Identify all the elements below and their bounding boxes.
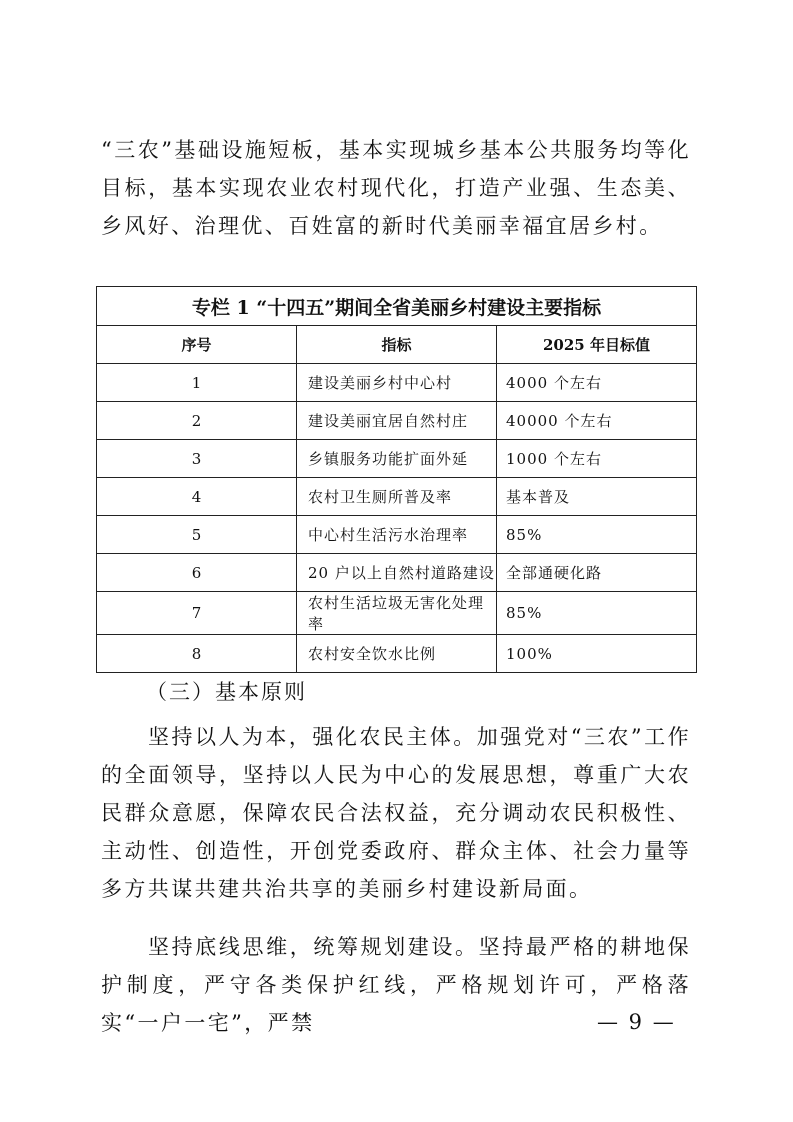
row-target-cell: 全部通硬化路 [497,554,697,592]
row-indicator-cell: 中心村生活污水治理率 [297,516,497,554]
intro-paragraph: “三农”基础设施短板，基本实现城乡基本公共服务均等化目标，基本实现农业农村现代化，打造产业强、生态美、乡风好、治理优、百姓富的新时代美丽幸福宜居乡村。 [101,138,691,238]
page-number: — 9 — [597,1010,676,1034]
row-target-cell: 85% [497,592,697,635]
table-caption-row [97,287,697,326]
indicator-table [96,286,697,673]
table-row [97,402,697,440]
table-header-row [97,326,697,364]
row-number-cell: 7 [97,592,297,635]
row-indicator-cell: 乡镇服务功能扩面外延 [297,440,497,478]
row-target-cell: 85% [497,516,697,554]
row-number-cell: 4 [97,478,297,516]
table-row [97,478,697,516]
header-number: 序号 [97,326,297,364]
row-indicator-cell: 农村生活垃圾无害化处理率 [297,592,497,635]
row-number-cell: 5 [97,516,297,554]
row-number-cell: 8 [97,635,297,673]
row-target-cell: 40000 个左右 [497,402,697,440]
table-caption: 专栏 1 “十四五”期间全省美丽乡村建设主要指标 [97,287,697,326]
row-indicator-cell: 20 户以上自然村道路建设 [297,554,497,592]
table-row [97,516,697,554]
row-target-cell: 4000 个左右 [497,364,697,402]
table-row [97,554,697,592]
principle-paragraph-1: 坚持以人为本，强化农民主体。加强党对“三农”工作的全面领导，坚持以人民为中心的发展思想，尊重广大农民群众意愿，保障农民合法权益，充分调动农民积极性、主动性、创造性，开创党委政府、群众主体、社会力量等多方共谋共建共治共享的美丽乡村建设新局面。 [101,725,691,901]
row-number-cell: 1 [97,364,297,402]
row-target-cell: 基本普及 [497,478,697,516]
table-row [97,592,697,635]
section-heading: （三）基本原则 [146,680,307,704]
row-indicator-cell: 建设美丽宜居自然村庄 [297,402,497,440]
table-row [97,440,697,478]
header-indicator: 指标 [297,326,497,364]
row-indicator-cell: 建设美丽乡村中心村 [297,364,497,402]
row-number-cell: 2 [97,402,297,440]
row-indicator-cell: 农村安全饮水比例 [297,635,497,673]
row-number-cell: 6 [97,554,297,592]
principle-paragraph-2: 坚持底线思维，统筹规划建设。坚持最严格的耕地保护制度，严守各类保护红线，严格规划许可，严格落实“一户一宅”，严禁 [101,935,691,1035]
header-target: 2025 年目标值 [497,326,697,364]
row-indicator-cell: 农村卫生厕所普及率 [297,478,497,516]
table-row [97,635,697,673]
row-target-cell: 100% [497,635,697,673]
table-body [97,364,697,673]
row-target-cell: 1000 个左右 [497,440,697,478]
row-number-cell: 3 [97,440,297,478]
table-row [97,364,697,402]
